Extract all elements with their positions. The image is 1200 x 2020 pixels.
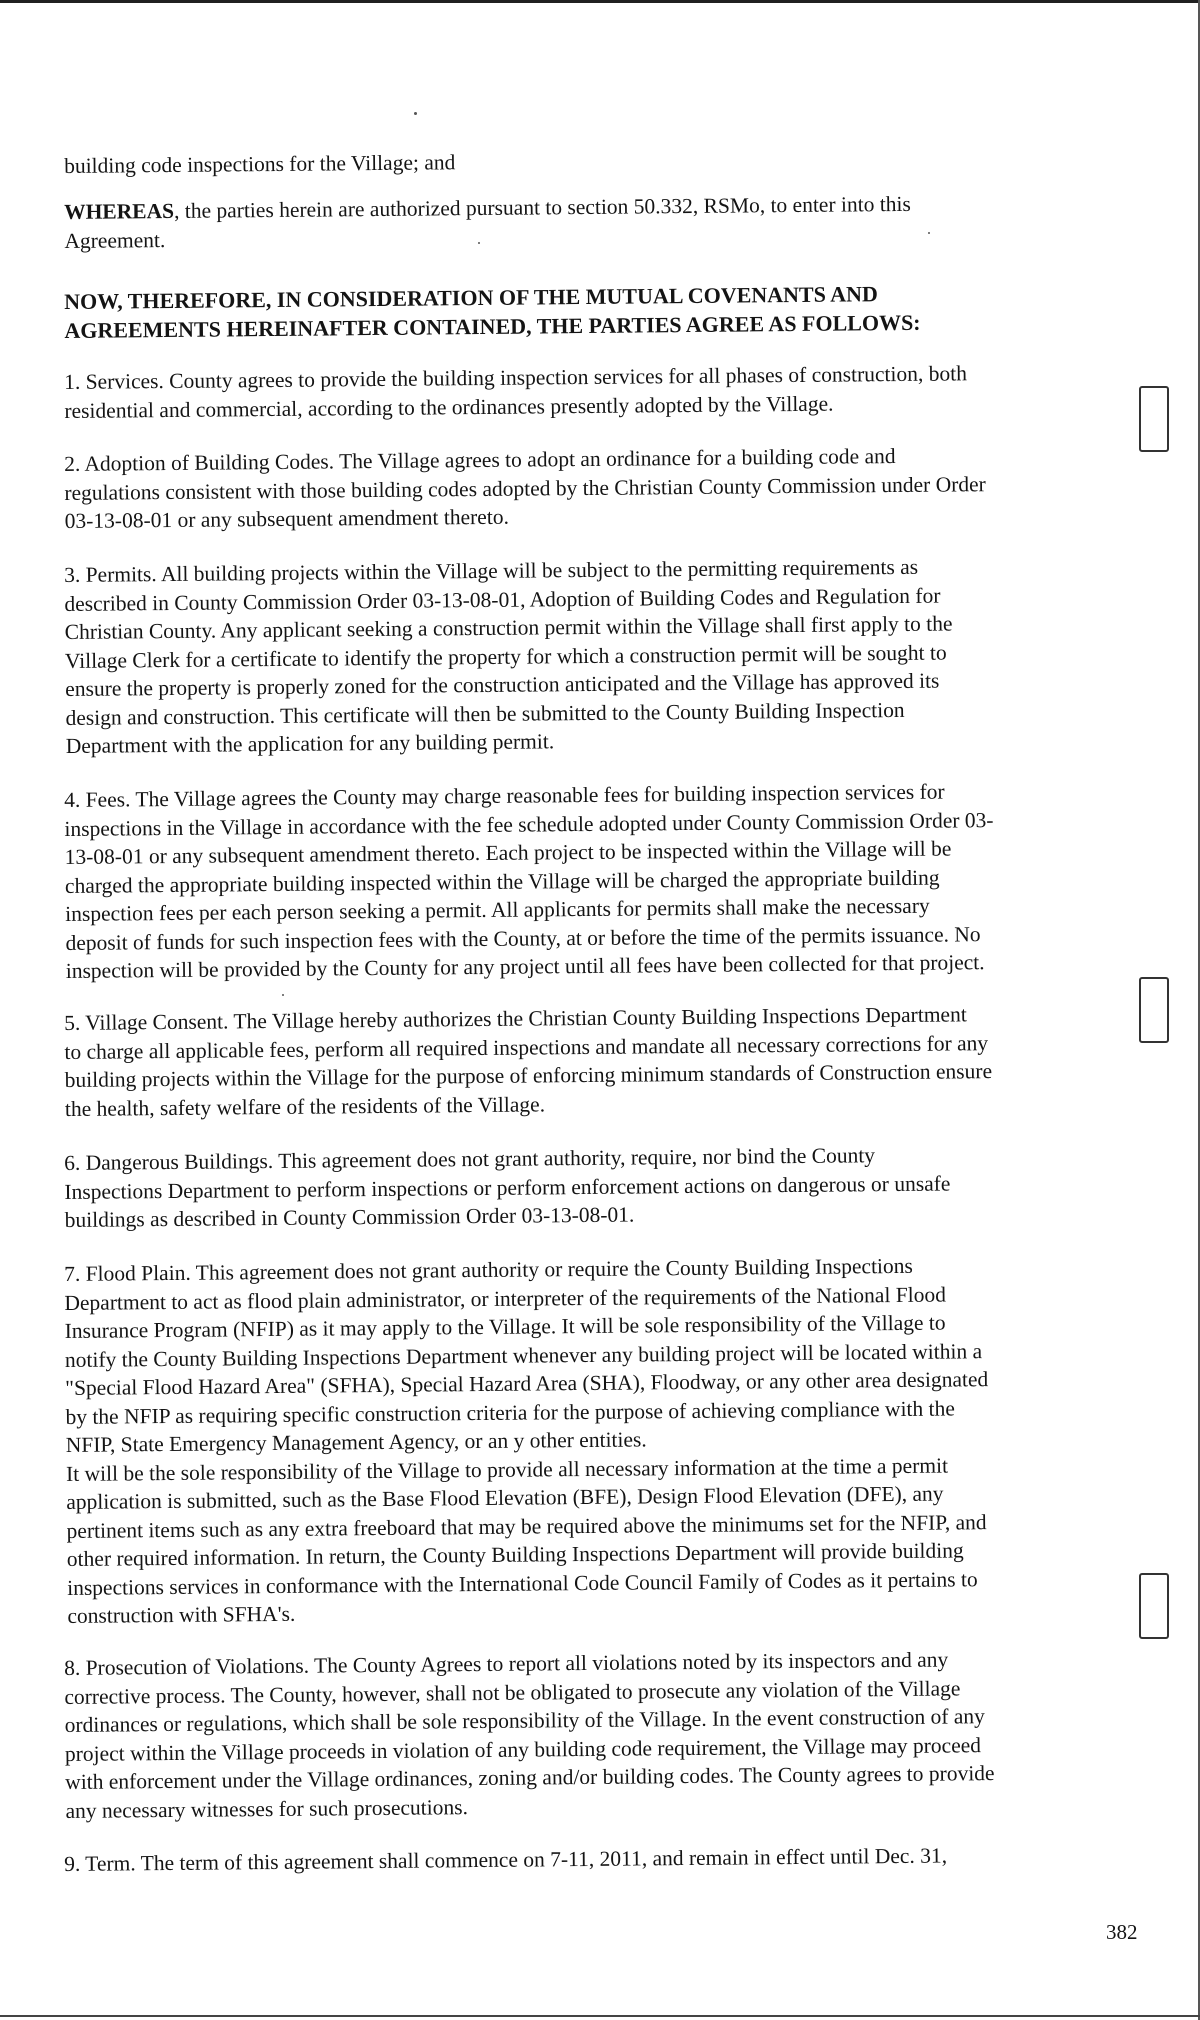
section-permits: 3. Permits. All building projects within the Village will be subject to the permitting requirements as described in County Commission Order 03-13-08-01, Adoption of Building Codes and Regulation for Christian County. Any applicant seeking a construction permit within the Village shall first apply to the Village Clerk for a certificate to identify the property for which a construction permit will be sought to ensure the property is properly zoned for the construction anticipated and the Village has approved its design and construction. This certificate will then be submitted to the County Building Inspection Department with the application for any building permit. — [64, 554, 953, 758]
section-term: 9. Term. The term of this agreement shall commence on 7-11, 2011, and remain in effect until Dec. 31, — [64, 1843, 948, 1876]
page-bottom-edge — [0, 2015, 1200, 2017]
page-number: 382 — [1106, 1920, 1138, 1944]
section-flood-plain: 7. Flood Plain. This agreement does not grant authority or require the County Building Inspections Department to act as flood plain administrator, or interpreter of the requirements of the National Flood Insurance Program (NFIP) as it may apply to the Village. It will be sole responsibility of the Village to notify the County Building Inspections Department whenever any building project will be located within a "Special Flood Hazard Area" (SFHA), Special Hazard Area (SHA), Floodway, or any other area designated by the NFIP as requiring specific construction criteria for the purpose of achieving compliance with the NFIP, State Emergency Management Agency, or an y other entities. It will be the sole responsibility of the Village to provide all necessary information at the time a permit application is submitted, such as the Base Flood Elevation (BFE), Design Flood Elevation (DFE), any pertinent items such as any extra freeboard that may be required above the minimums set for the NFIP, and other required information. In return, the County Building Inspections Department will provide building inspections services in conformance with the International Code Council Family of Codes as it pertains to construction with SFHA's. — [64, 1253, 989, 1628]
margin-checkbox — [1139, 386, 1169, 452]
scan-speck — [282, 994, 284, 996]
section-dangerous-buildings: 6. Dangerous Buildings. This agreement does not grant authority, require, nor bind the County Inspections Department to perform inspections or perform enforcement actions on dangerous or unsafe buildings as described in County Commission Order 03-13-08-01. — [64, 1143, 951, 1232]
whereas-keyword: WHEREAS — [64, 198, 175, 224]
scan-speck — [414, 112, 417, 115]
page-top-edge — [0, 0, 1200, 3]
whereas-clause — [64, 188, 1114, 255]
margin-checkbox — [1139, 977, 1169, 1043]
continuation-line: building code inspections for the Village; and — [64, 150, 456, 178]
margin-checkbox — [1139, 1573, 1169, 1639]
whereas-text: , the parties herein are authorized pursuant to section 50.332, RSMo, to enter into this Agreement. — [64, 191, 911, 253]
section-fees: 4. Fees. The Village agrees the County may charge reasonable fees for building inspection services for inspections in the Village in accordance with the fee schedule adopted under County Commission Order 03- 13-08-01 or any subsequent amendment thereto. Each project to be inspected within the Village will be charged the appropriate building inspected within the Village will be charged the appropriate building inspection fees per each person seeking a permit. All applicants for permits shall make the necessary deposit of funds for such inspection fees with the County, at or before the time of the permits issuance. No inspection will be provided by the County for any project until all fees have been collected for that project. — [64, 779, 994, 983]
section-village-consent: 5. Village Consent. The Village hereby authorizes the Christian County Building Inspections Department to charge all applicable fees, perform all required inspections and mandate all necessary corrections for any building projects within the Village for the purpose of enforcing minimum standards of Construction ensure the health, safety welfare of the residents of the Village. — [64, 1002, 993, 1121]
section-services: 1. Services. County agrees to provide the building inspection services for all phases of construction, both residential and commercial, according to the ordinances presently adopted by the Village. — [64, 361, 968, 423]
section-prosecution: 8. Prosecution of Violations. The County Agrees to report all violations noted by its inspectors and any corrective process. The County, however, shall not be obligated to prosecute any violation of the Village ordinances or regulations, which shall be sole responsibility of the Village. In the event construction of any project within the Village proceeds in violation of any building code requirement, the Village may proceed with enforcement under the Village ordinances, zoning and/or building codes. The County agrees to provide any necessary witnesses for such prosecutions. — [64, 1647, 995, 1823]
section-building-codes: 2. Adoption of Building Codes. The Village agrees to adopt an ordinance for a building code and regulations consistent with those building codes adopted by the Christian County Commission under Order 03-13-08-01 or any subsequent amendment thereto. — [64, 444, 986, 533]
agreement-heading: NOW, THEREFORE, IN CONSIDERATION OF THE MUTUAL COVENANTS AND AGREEMENTS HEREINAFTER CONTAINED, THE PARTIES AGREE AS FOLLOWS: — [64, 281, 921, 343]
